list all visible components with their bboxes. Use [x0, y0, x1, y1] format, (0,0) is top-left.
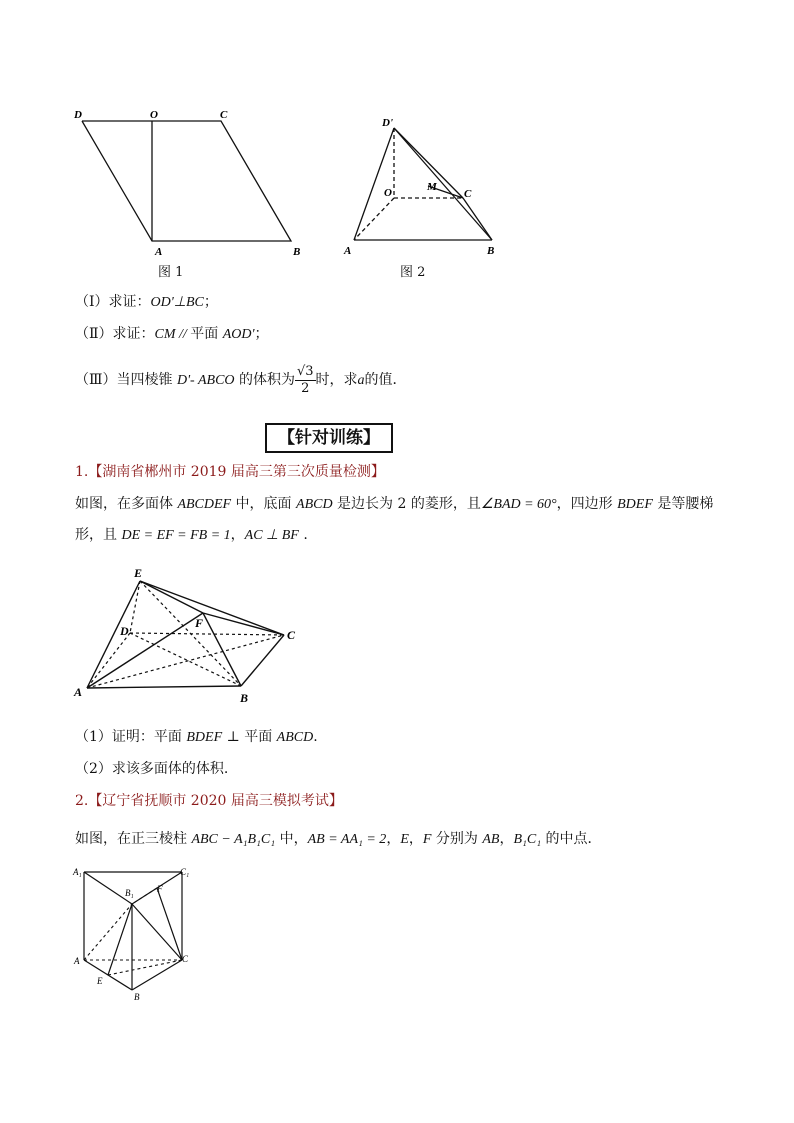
- prev-q1-prefix: （Ⅰ）求证：: [75, 294, 151, 310]
- p1-l1-m4: BDEF: [617, 497, 653, 512]
- prev-q2-math2: AOD': [222, 327, 255, 342]
- p2-l1-f: ，: [499, 831, 514, 847]
- p2-l1-m6: B₁C₁: [513, 832, 542, 847]
- prism-label-B: B: [134, 992, 140, 1002]
- poly-label-E: E: [134, 566, 143, 580]
- figure-prism: [70, 862, 200, 1007]
- p1-l1-m2: ABCD: [296, 497, 333, 512]
- fig2-label-A: A: [344, 245, 352, 257]
- p1-l1-b: 中，底面: [231, 496, 297, 512]
- p2-l1-b: 中，: [275, 831, 308, 847]
- prev-q3-math: D'- ABCO: [176, 373, 235, 388]
- p1-l2-c: .: [298, 527, 308, 543]
- prism-label-F: F: [157, 884, 163, 894]
- p1-l1-m3: ∠BAD = 60°: [480, 497, 557, 512]
- prism-label-A: A: [74, 956, 80, 966]
- prev-q3-frac-num: √3: [296, 363, 314, 379]
- p1-l1-m1: ABCDEF: [177, 497, 232, 512]
- prev-q1-suffix: ；: [203, 294, 218, 310]
- prev-q2-suffix: ；: [254, 326, 269, 342]
- prev-q3-math2: a: [357, 373, 365, 388]
- prev-q2-mid: 平面: [190, 326, 223, 342]
- poly-label-C: C: [287, 628, 296, 642]
- figure-polyhedron: [70, 565, 310, 705]
- fig1-label-C: C: [220, 109, 228, 121]
- prev-q1: [75, 292, 218, 313]
- prism-label-C1: C₁: [180, 867, 190, 877]
- prev-q2-math: CM //: [154, 327, 191, 342]
- prev-q2-prefix: （Ⅱ）求证：: [75, 326, 155, 342]
- prism-label-A1: A₁: [73, 867, 82, 877]
- p1-q1-m2: ABCD: [276, 730, 314, 745]
- p2-l1-c: ，: [386, 831, 401, 847]
- prev-q3-mid: 的体积为: [234, 372, 295, 388]
- p2-l1-a: 如图，在正三棱柱: [75, 831, 192, 847]
- p2-line1: [75, 829, 602, 850]
- p1-q1-m1: BDEF: [186, 730, 223, 745]
- p1-line1: [75, 494, 713, 515]
- fig1-caption: 图 1: [158, 265, 184, 280]
- fig2-label-O: O: [384, 187, 392, 199]
- p1-source: 1.【湖南省郴州市 2019 届高三第三次质量检测】: [75, 464, 385, 480]
- prev-q2: [75, 324, 269, 345]
- poly-label-F: F: [195, 616, 204, 630]
- prism-label-C: C: [182, 954, 189, 964]
- prev-q3: [75, 360, 407, 401]
- p1-q1-c: .: [313, 729, 318, 745]
- prev-q3-mid2: 时，求: [315, 372, 358, 388]
- poly-label-D: D: [120, 624, 129, 638]
- training-banner: 【针对训练】: [265, 423, 393, 453]
- prism-label-B1: B₁: [125, 888, 134, 898]
- fig2-label-C: C: [464, 188, 472, 200]
- p1-l2-a: 形，且: [75, 527, 122, 543]
- p1-l2-b: ，: [230, 527, 245, 543]
- p2-l1-m3: E: [400, 832, 409, 847]
- p1-line2: [75, 525, 308, 546]
- fig1-label-B: B: [293, 246, 301, 258]
- prev-q1-math: OD'⊥BC: [150, 295, 204, 310]
- p1-l2-m2: AC ⊥ BF: [244, 528, 299, 543]
- p2-l1-m2: AB = AA₁ = 2: [307, 832, 387, 847]
- p2-l1-m5: AB: [482, 832, 500, 847]
- figure-2: [340, 110, 510, 260]
- p2-l1-d: ，: [408, 831, 423, 847]
- prism-label-E: E: [97, 976, 103, 986]
- fig2-label-Dp: D': [382, 117, 393, 129]
- fig1-label-A: A: [155, 246, 163, 258]
- p1-q1-a: （1）证明：平面: [75, 729, 187, 745]
- figure-1: [70, 100, 310, 285]
- p1-l1-e: 是等腰梯: [652, 496, 714, 512]
- p2-l1-m4: F: [422, 832, 432, 847]
- p1-q1-b: ⊥ 平面: [222, 729, 277, 745]
- p1-l1-d: ，四边形: [556, 496, 618, 512]
- fig2-label-B: B: [487, 245, 495, 257]
- p2-l1-m1: ABC − A₁B₁C₁: [191, 832, 276, 847]
- prev-q3-suffix: 的值．: [364, 372, 407, 388]
- fig2-caption: 图 2: [400, 265, 426, 280]
- p1-q2: （2）求该多面体的体积.: [75, 761, 229, 777]
- prev-q3-prefix: （Ⅲ）当四棱锥: [75, 372, 177, 388]
- poly-label-B: B: [240, 691, 249, 705]
- poly-label-A: A: [74, 685, 83, 699]
- prev-q3-frac-den: 2: [301, 380, 310, 396]
- p2-l1-e: 分别为: [431, 831, 483, 847]
- p2-l1-g: 的中点．: [541, 831, 602, 847]
- p1-l1-a: 如图，在多面体: [75, 496, 178, 512]
- fig1-label-O: O: [150, 109, 158, 121]
- fig2-label-M: M: [427, 181, 437, 193]
- p1-l1-c: 是边长为 2 的菱形，且: [332, 496, 481, 512]
- p2-source: 2.【辽宁省抚顺市 2020 届高三模拟考试】: [75, 793, 343, 809]
- p1-q1: [75, 727, 318, 748]
- prev-q3-fraction: [295, 364, 316, 397]
- p1-l2-m1: DE = EF = FB = 1: [121, 528, 231, 543]
- fig1-label-D: D: [74, 109, 82, 121]
